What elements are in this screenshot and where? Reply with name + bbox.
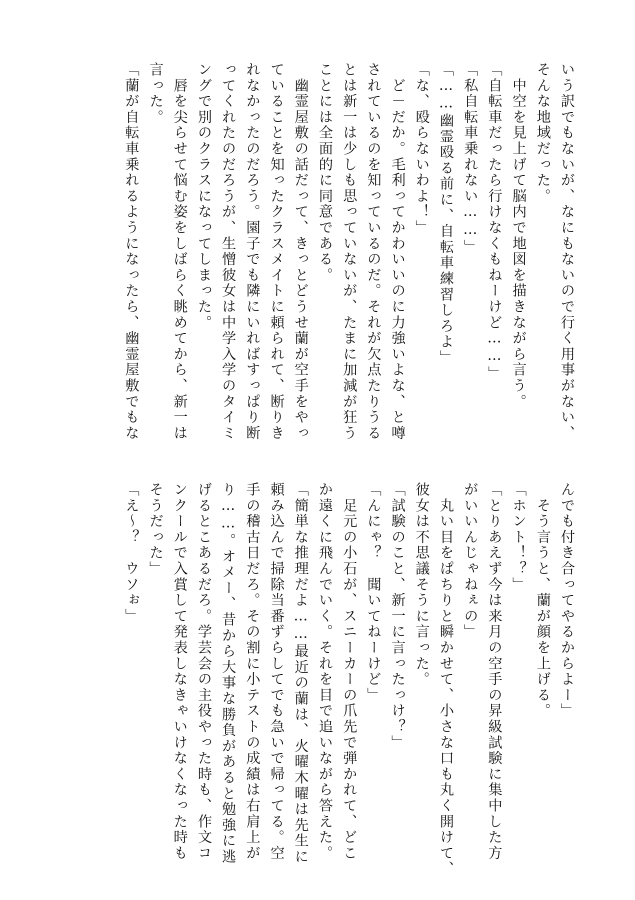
text-line: 唇を尖らせて悩む姿をしばらく眺めてから、新一は: [171, 62, 188, 442]
text-line: 「とりあえず今は来月の空手の昇級試験に集中した方: [486, 482, 503, 862]
text-line: 幽霊屋敷の話だって、きっとどうせ蘭が空手をやっ: [292, 62, 309, 442]
text-line: 中空を見上げて脳内で地図を描きながら言う。: [510, 62, 527, 410]
text-line: そんな地域だった。: [534, 62, 551, 205]
text-line: 「んにゃ？ 聞いてねーけど」: [365, 482, 382, 704]
text-line: 「え～？ ウソぉ」: [123, 482, 140, 625]
text-line: げるとこあるだろ。学芸会の主役やった時も、作文コ: [195, 482, 212, 862]
text-line: ングで別のクラスになってしまった。: [195, 62, 212, 331]
text-line: ど－だか。毛利ってかわいいのに力強いよな、と噂: [389, 62, 406, 442]
text-line: ンクールで入賞して発表しなきゃいけなくなった時も: [171, 482, 188, 862]
text-line: 「自転車だったら行けなくもねーけど……」: [486, 62, 503, 382]
text-line: 頼み込んで掃除当番ずらしてでも急いで帰ってる。空: [268, 482, 285, 862]
text-line: 丸い目をぱちりと瞬かせて、小さな口も丸く開けて、: [437, 482, 454, 877]
text-line: り……。オメー、昔から大事な勝負があると勉強に逃: [220, 482, 237, 865]
text-line: んでも付き合ってやるからよー」: [559, 482, 575, 719]
lower-text-block: [119, 482, 579, 877]
text-line: れなかったのだろう。園子でも隣にいればすっぱり断: [244, 62, 261, 442]
text-line: 言った。: [147, 62, 164, 126]
text-line: がいいんじゃねぇの」: [462, 482, 479, 640]
text-line: 足元の小石が、スニーカーの爪先で弾かれて、どこ: [341, 482, 358, 862]
text-line: そう言うと、蘭が顔を上げる。: [534, 482, 551, 719]
text-line: 彼女は不思議そうに言った。: [413, 482, 430, 688]
text-line: ていることを知ったクラスメイトに頼られて、断りき: [268, 62, 285, 442]
text-line: 「な、殴らないわよ！」: [413, 62, 430, 236]
text-line: とは新一は少しも思っていないが、たまに加減が狂う: [341, 62, 358, 442]
text-line: ことには全面的に同意である。: [316, 62, 333, 284]
text-line: 「ホント！？」: [510, 482, 527, 593]
upper-text-block: [119, 62, 579, 442]
text-line: されているのを知っているのだ。それが欠点たりうる: [365, 62, 382, 442]
text-line: 「……幽霊殴る前に、自転車練習しろよ」: [437, 62, 454, 366]
text-line: 「簡単な推理だよ……最近の蘭は、火曜木曜は先生に: [292, 482, 309, 865]
text-line: 「試験のこと、新一に言ったっけ？」: [389, 482, 406, 751]
text-line: 「蘭が自転車乗れるようになったら、幽霊屋敷でもな: [123, 62, 140, 442]
text-line: 「私自転車乗れない……」: [462, 62, 479, 256]
text-line: か遠くに飛んでいく。それを目で追いながら答えた。: [316, 482, 333, 862]
text-line: 手の稽古日だろ。その割に小テストの成績は右肩上が: [244, 482, 261, 862]
text-line: そうだった」: [147, 482, 164, 577]
text-line: いう訳でもないが、なにもないので行く用事がない、: [559, 62, 575, 442]
text-line: ってくれたのだろうが、生憎彼女は中学入学のタイミ: [220, 62, 237, 442]
